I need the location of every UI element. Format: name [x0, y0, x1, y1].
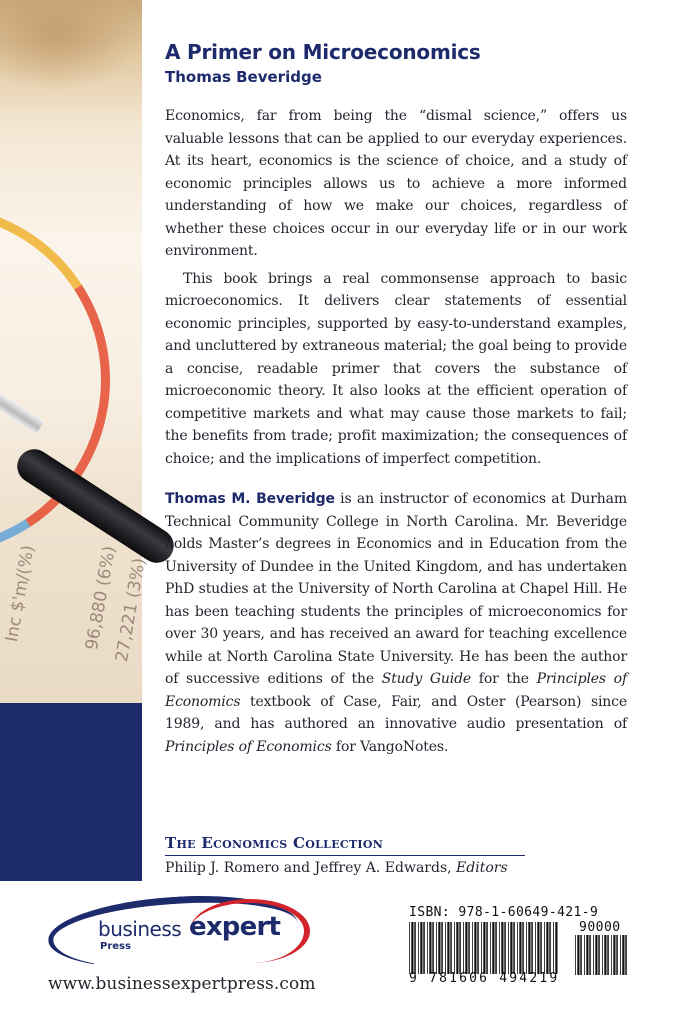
barcode-bar — [553, 922, 554, 974]
barcode-bar — [445, 922, 446, 974]
barcode-bar — [604, 935, 606, 975]
barcode-bar — [414, 922, 416, 974]
barcode-bar — [575, 935, 576, 975]
barcode-bar — [483, 922, 485, 974]
barcode-bar — [436, 922, 437, 974]
barcode-bar — [454, 922, 455, 974]
barcode-bar — [441, 922, 443, 974]
barcode-bar — [465, 922, 467, 974]
barcode-bar — [420, 922, 422, 974]
bio-italic-title: Principles of Economics — [165, 671, 627, 710]
barcode-bar — [613, 935, 615, 975]
barcode-bar — [474, 922, 476, 974]
photo-number: Inc $'m/(%) — [2, 543, 39, 644]
barcode-bar — [622, 935, 624, 975]
logo-text-press: Press — [100, 941, 131, 952]
barcode-bar — [490, 922, 491, 974]
barcode-bar — [418, 922, 419, 974]
series-editors — [165, 860, 525, 876]
barcode-bar — [499, 922, 500, 974]
series-info — [165, 834, 525, 876]
barcode-bar — [501, 922, 503, 974]
barcode-bar — [472, 922, 473, 974]
barcode-bar — [486, 922, 488, 974]
barcode-bar — [580, 935, 582, 975]
barcode-bar — [555, 922, 557, 974]
photo-number: 96,880 (6%) — [82, 544, 120, 652]
logo-text-expert: expert — [189, 912, 281, 942]
barcode — [409, 905, 631, 995]
barcode-bars-main — [409, 922, 559, 974]
editors-names: Philip J. Romero and Jeffrey A. Edwards, — [165, 860, 457, 876]
barcode-bar — [546, 922, 548, 974]
barcode-bar — [535, 922, 536, 974]
barcode-bar — [611, 935, 612, 975]
editors-label: Editors — [456, 860, 508, 876]
barcode-bar — [589, 935, 591, 975]
barcode-bar — [423, 922, 425, 974]
barcode-bar — [463, 922, 464, 974]
barcode-bar — [438, 922, 440, 974]
publisher-logo — [40, 893, 330, 975]
barcode-bar — [616, 935, 618, 975]
barcode-bar — [427, 922, 428, 974]
barcode-bar — [531, 922, 533, 974]
barcode-bar — [468, 922, 470, 974]
bio-text: textbook of Case, Fair, and Oster (Pearson) since 1989, and has authored an innovative audio presentation of — [165, 693, 627, 732]
barcode-bar — [602, 935, 603, 975]
barcode-bar — [492, 922, 494, 974]
bio-italic-title: Study Guide — [381, 671, 472, 687]
author-bio — [165, 488, 627, 758]
coin-stack-blur — [0, 0, 140, 90]
publisher-website[interactable]: www.businessexpertpress.com — [48, 974, 316, 994]
barcode-bar — [432, 922, 434, 974]
barcode-bar — [481, 922, 482, 974]
bio-text: is an instructor of economics at Durham Technical Community College in North Carolina. Mr. Beveridge holds Master’s degrees in Economics and in Education from the University of Dundee in the United Kingdom, and has undertaken PhD studies at the University of North Carolina at Chapel Hill. He has been teaching students the principles of microeconomics for over 30 years, and has received an award for teaching excellence while at North Carolina State University. He has been the author of successive editions of the — [165, 491, 627, 687]
barcode-bar — [495, 922, 497, 974]
bio-text: for the — [471, 671, 537, 687]
barcode-bar — [528, 922, 530, 974]
barcode-bar — [411, 922, 413, 974]
barcode-bar — [504, 922, 506, 974]
barcode-bar — [447, 922, 449, 974]
photo-number: 27,221 (3%) — [112, 556, 150, 664]
isbn-label: ISBN: 978-1-60649-421-9 — [409, 905, 599, 920]
bio-text: for VangoNotes. — [331, 738, 449, 755]
barcode-bar — [584, 935, 585, 975]
book-author: Thomas Beveridge — [165, 68, 322, 86]
back-cover-content — [165, 40, 627, 758]
logo-text-business: business — [98, 917, 182, 941]
description-paragraph-2: This book brings a real commonsense approach to basic microeconomics. It delivers clear statements of essential economic principles, supported by easy-to-understand examples, and uncluttered by extraneous material; the goal being to provide a concise, readable primer that covers the substance of microeconomic theory. It also looks at the efficient operation of competitive markets and what may cause those markets to fail; the benefits from trade; profit maximization; the consequences of choice; and the implications of imperfect competition. — [165, 270, 627, 467]
barcode-bar — [625, 935, 627, 975]
barcode-bar — [522, 922, 524, 974]
barcode-bar — [595, 935, 597, 975]
barcode-bar — [459, 922, 461, 974]
cover-photo — [0, 0, 150, 703]
book-title: A Primer on Microeconomics — [165, 40, 481, 64]
price-addon-code: 90000 — [579, 920, 621, 935]
barcode-bar — [586, 935, 588, 975]
barcode-bar — [577, 935, 579, 975]
barcode-bar — [593, 935, 594, 975]
barcode-bar — [544, 922, 545, 974]
barcode-bar — [510, 922, 512, 974]
barcode-bar — [508, 922, 509, 974]
barcode-bar — [450, 922, 452, 974]
navy-color-block — [0, 703, 142, 881]
barcode-bar — [429, 922, 431, 974]
barcode-bars-addon — [575, 935, 627, 975]
barcode-bar — [537, 922, 539, 974]
barcode-bar — [526, 922, 527, 974]
barcode-bar — [456, 922, 458, 974]
barcode-bar — [540, 922, 542, 974]
description-paragraph-1: Economics, far from being the “dismal science,” offers us valuable lessons that can be applied to our everyday experiences. At its heart, economics is the science of choice, and a study of economic principles allows us to achieve a more informed understanding of how we make our choices, regardless of whether these choices occur in our everyday life or in our work environment. — [165, 108, 627, 259]
barcode-bar — [477, 922, 479, 974]
barcode-bar — [519, 922, 521, 974]
description — [165, 105, 627, 758]
bio-italic-title: Principles of Economics — [165, 738, 332, 755]
barcode-bar — [513, 922, 515, 974]
barcode-bar — [620, 935, 621, 975]
series-title: The Economics Collection — [165, 834, 525, 856]
barcode-bar — [409, 922, 410, 974]
barcode-number: 9 781606 494219 — [409, 971, 560, 986]
barcode-bar — [517, 922, 518, 974]
bio-author-name: Thomas M. Beveridge — [165, 491, 335, 507]
barcode-bar — [549, 922, 551, 974]
barcode-bar — [598, 935, 600, 975]
barcode-bar — [607, 935, 609, 975]
